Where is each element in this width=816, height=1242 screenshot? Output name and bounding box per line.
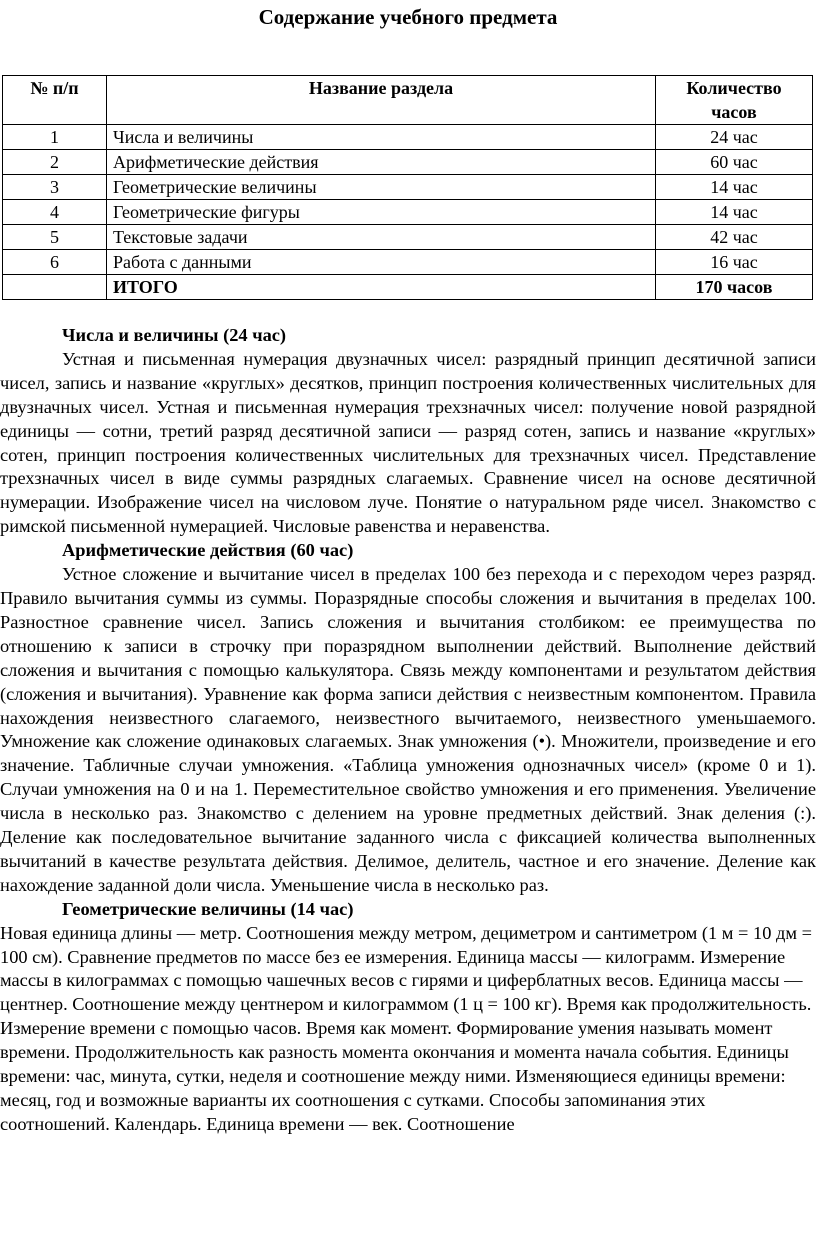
- row-num: 2: [3, 150, 107, 175]
- table-row: [3, 200, 813, 225]
- row-num: 3: [3, 175, 107, 200]
- header-num: № п/п: [3, 76, 107, 125]
- row-name: Арифметические действия: [107, 150, 656, 175]
- section-descriptions: [0, 324, 816, 1137]
- table-header-row: [3, 76, 813, 125]
- sections-table: [2, 75, 813, 300]
- section-text-geometric-quantities: Новая единица длины — метр. Соотношения между метром, дециметром и сантиметром (1 м = 10 дм = 100 см). Сравнение предметов по массе без ее измерения. Единица массы — килограмм. Измерение массы в килограммах с помощью чашечных весов с гирями и циферблатных весов. Единица массы — центнер. Соотношение между центнером и килограммом (1 ц = 100 кг). Время как продолжительность. Измерение времени с помощью часов. Время как момент. Формирование умения называть момент времени. Продолжительность как разность момента окончания и момента начала события. Единицы времени: час, минута, сутки, неделя и соотношение между ними. Изменяющиеся единицы времени: месяц, год и возможные варианты их соотношения с сутками. Способы запоминания этих соотношений. Календарь. Единица времени — век. Соотношение: [0, 922, 812, 1134]
- header-name: Название раздела: [107, 76, 656, 125]
- total-num: [3, 275, 107, 300]
- table-row: [3, 175, 813, 200]
- row-num: 6: [3, 250, 107, 275]
- row-hours: 60 час: [656, 150, 813, 175]
- row-name: Числа и величины: [107, 125, 656, 150]
- row-hours: 24 час: [656, 125, 813, 150]
- total-label: ИТОГО: [107, 275, 656, 300]
- header-hours: Количество часов: [656, 76, 813, 125]
- section-heading-geometric-quantities: Геометрические величины (14 час): [62, 898, 354, 919]
- table-row: [3, 250, 813, 275]
- row-num: 5: [3, 225, 107, 250]
- row-hours: 16 час: [656, 250, 813, 275]
- section-text-arithmetic: Устное сложение и вычитание чисел в пределах 100 без перехода и с переходом через разряд. Правило вычитания суммы из суммы. Поразрядные способы сложения и вычитания в пределах 100. Разностное сравнение чисел. Запись сложения и вычитания столбиком: ее преимущества по отношению к записи в строчку при поразрядном выполнении действий. Выполнение действий сложения и вычитания с помощью калькулятора. Связь между компонентами и результатом действия (сложения и вычитания). Уравнение как форма записи действия с неизвестным компонентом. Правила нахождения неизвестного слагаемого, неизвестного вычитаемого, неизвестного уменьшаемого. Умножение как сложение одинаковых слагаемых. Знак умножения (•). Множители, произведение и его значение. Табличные случаи умножения. «Таблица умножения однозначных чисел» (кроме 0 и 1). Случаи умножения на 0 и на 1. Переместительное свойство умножения и его применения. Увеличение числа в несколько раз. Знакомство с делением на уровне предметных действий. Знак деления (:). Деление как последовательное вычитание заданного числа с фиксацией количества выполненных вычитаний в качестве результата действия. Делимое, делитель, частное и его значение. Деление как нахождение заданной доли числа. Уменьшение числа в несколько раз.: [0, 564, 816, 895]
- section-text-numbers: Устная и письменная нумерация двузначных чисел: разрядный принцип десятичной записи чисел, запись и название «круглых» десятков, принцип построения количественных числительных для двузначных чисел. Устная и письменная нумерация трехзначных чисел: получение новой разрядной единицы — сотни, третий разряд десятичной записи — разряд сотен, запись и название «круглых» сотен, принцип построения количественных числительных для трехзначных чисел. Представление трехзначных чисел в виде суммы разрядных слагаемых. Сравнение чисел на основе десятичной нумерации. Изображение чисел на числовом луче. Понятие о натуральном ряде чисел. Знакомство с римской письменной нумерацией. Числовые равенства и неравенства.: [0, 348, 816, 537]
- table-total-row: [3, 275, 813, 300]
- section-heading-arithmetic: Арифметические действия (60 час): [62, 540, 354, 561]
- row-name: Текстовые задачи: [107, 225, 656, 250]
- row-name: Геометрические фигуры: [107, 200, 656, 225]
- row-hours: 42 час: [656, 225, 813, 250]
- table-row: [3, 225, 813, 250]
- page-title: Содержание учебного предмета: [258, 5, 558, 29]
- table-row: [3, 125, 813, 150]
- row-hours: 14 час: [656, 200, 813, 225]
- row-num: 4: [3, 200, 107, 225]
- row-name: Геометрические величины: [107, 175, 656, 200]
- row-hours: 14 час: [656, 175, 813, 200]
- total-hours: 170 часов: [656, 275, 813, 300]
- table-row: [3, 150, 813, 175]
- row-num: 1: [3, 125, 107, 150]
- row-name: Работа с данными: [107, 250, 656, 275]
- section-heading-numbers: Числа и величины (24 час): [62, 325, 287, 345]
